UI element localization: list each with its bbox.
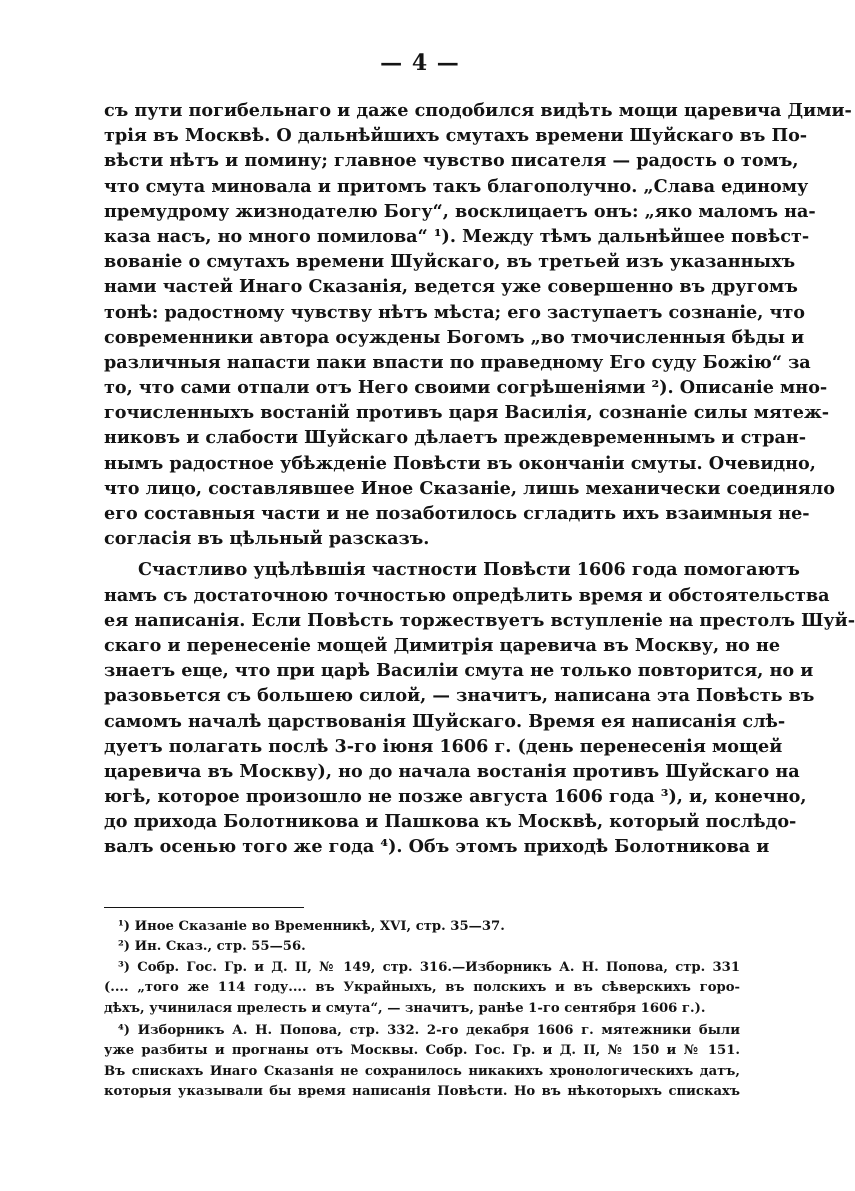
footnote-line: ²) Ин. Сказ., стр. 55—56. (118, 939, 306, 955)
body-line: трія въ Москвѣ. О дальнѣйшихъ смутахъ времени Шуйскаго въ По- (104, 125, 808, 147)
footnote-line: которыя указывали бы время написанія Повѣсти. Но въ нѣкоторыхъ спискахъ (104, 1084, 740, 1100)
footnotes (104, 917, 740, 1103)
body-line: скаго и перенесеніе мощей Димитрія царевича въ Москву, но не (104, 634, 781, 656)
footnote-line: ¹) Иное Сказаніе во Временникѣ, XVI, стр. 35—37. (118, 919, 505, 934)
body-line: тонѣ: радостному чувству нѣтъ мѣста; его заступаетъ сознаніе, что (104, 301, 806, 323)
body-line: валъ осенью того же года ⁴). Объ этомъ приходѣ Болотникова и (104, 836, 770, 858)
body-line: гочисленныхъ востаній противъ царя Василія, сознаніе силы мятеж- (104, 402, 830, 424)
body-line: вованіе о смутахъ времени Шуйскаго, въ третьей изъ указанныхъ (104, 251, 796, 273)
footnote-line: дѣхъ, учинилася прелесть и смута“, — значитъ, ранѣе 1-го сентября 1606 г.). (104, 1000, 706, 1016)
body-line: каза насъ, но много помилова“ ¹). Между тѣмъ дальнѣйшее повѣст- (104, 225, 810, 247)
body-line: югѣ, которое произошло не позже августа 1606 года ³), и, конечно, (104, 786, 807, 808)
footnote-line: (.... „того же 114 году.... въ Украйныхъ, въ полскихъ и въ сѣверскихъ горо- (104, 980, 740, 996)
body-line: до прихода Болотникова и Пашкова къ Москвѣ, который послѣдо- (104, 811, 797, 833)
body-line: царевича въ Москву), но до начала востанія противъ Шуйскаго на (104, 760, 800, 782)
body-line: никовъ и слабости Шуйскаго дѣлаетъ преждевременнымъ и стран- (104, 427, 807, 449)
body-line: съ пути погибельнаго и даже сподобился видѣть мощи царевича Дими- (104, 100, 852, 121)
body-line: дуетъ полагать послѣ 3-го іюня 1606 г. (день перенесенія мощей (104, 735, 783, 757)
body-line: то, что сами отпали отъ Него своими согрѣшеніями ²). Описаніе мно- (104, 377, 828, 399)
body-line: что смута миновала и притомъ такъ благополучно. „Слава единому (104, 175, 809, 197)
body-line: знаетъ еще, что при царѣ Василіи смута не только повторится, но и (104, 660, 814, 682)
body-line: разовьется съ большею силой, — значитъ, написана эта Повѣсть въ (104, 685, 815, 707)
page-number: — 4 — (380, 50, 460, 76)
footnote-line: ³) Собр. Гос. Гр. и Д. II, № 149, стр. 316.—Изборникъ А. Н. Попова, стр. 331 (118, 959, 740, 975)
footnote-line: уже разбиты и прогнаны отъ Москвы. Собр. Гос. Гр. и Д. II, № 150 и № 151. (104, 1043, 740, 1059)
footnote-separator (104, 907, 304, 908)
body-line: его составныя части и не позаботилось сгладить ихъ взаимныя не- (104, 503, 810, 524)
body-line: современники автора осуждены Богомъ „во тмочисленныя бѣды и (104, 326, 805, 348)
body-line: различныя напасти паки впасти по праведному Его суду Божію“ за (104, 351, 811, 373)
body-text (104, 98, 855, 860)
body-line: премудрому жизнодателю Богу“, восклицаетъ онъ: „яко маломъ на- (104, 200, 816, 222)
body-line: намъ съ достаточною точностью опредѣлить время и обстоятельства (104, 584, 830, 606)
body-line: согласія въ цѣльный разсказъ. (104, 528, 430, 550)
body-line: самомъ началѣ царствованія Шуйскаго. Время ея написанія слѣ- (104, 710, 786, 732)
body-line: нами частей Инаго Сказанія, ведется уже совершенно въ другомъ (104, 276, 798, 298)
body-line: ея написанія. Если Повѣсть торжествуетъ вступленіе на престолъ Шуй- (104, 609, 855, 631)
footnote-line: Въ спискахъ Инаго Сказанія не сохранилось никакихъ хронологическихъ датъ, (104, 1063, 740, 1079)
footnote-line: ⁴) Изборникъ А. Н. Попова, стр. 332. 2-го декабря 1606 г. мятежники были (118, 1022, 740, 1038)
body-line: вѣсти нѣтъ и помину; главное чувство писателя — радость о томъ, (104, 150, 799, 172)
body-line: что лицо, составлявшее Иное Сказаніе, лишь механически соединяло (104, 477, 835, 499)
body-line: нымъ радостное убѣжденіе Повѣсти въ окончаніи смуты. Очевидно, (104, 452, 816, 474)
body-line: Счастливо уцѣлѣвшія частности Повѣсти 1606 года помогаютъ (138, 559, 800, 581)
